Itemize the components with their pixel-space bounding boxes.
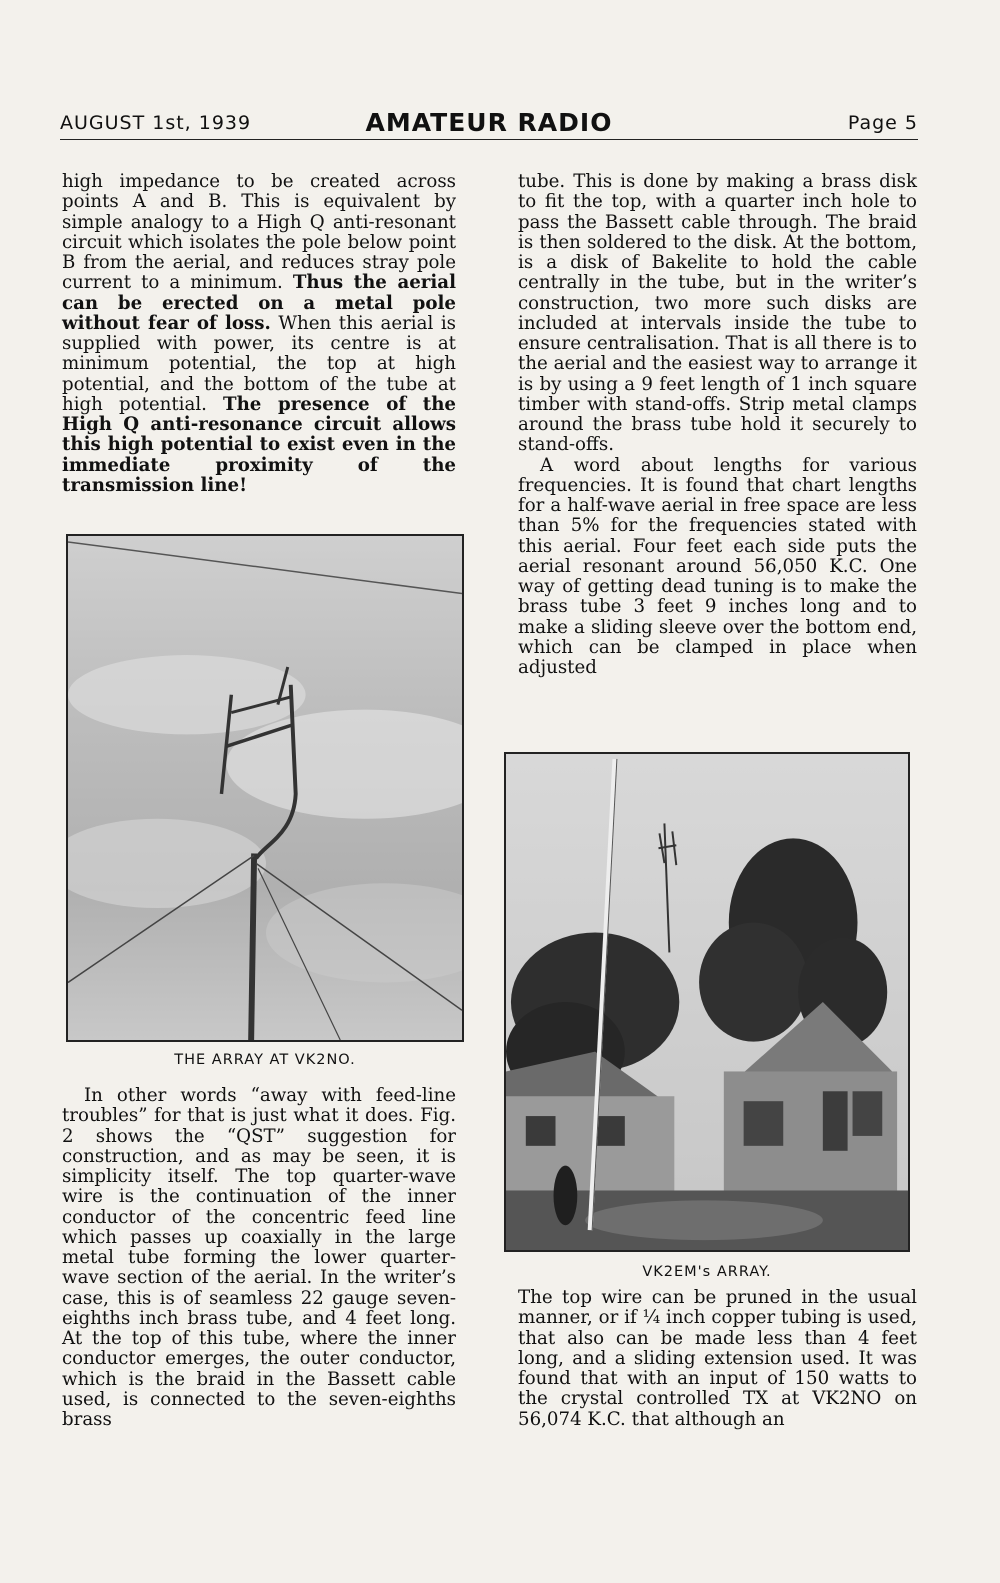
figure-caption: VK2EM's ARRAY. — [642, 1264, 772, 1280]
magazine-title: AMATEUR RADIO — [365, 108, 613, 137]
left-column-bottom-text — [62, 1086, 456, 1430]
page-header — [60, 108, 918, 138]
left-column-top-text — [62, 172, 456, 496]
right-column-bottom-text — [518, 1288, 917, 1430]
issue-date: AUGUST 1st, 1939 — [60, 112, 252, 134]
paragraph: tube. This is done by making a brass disk to fit the top, with a quarter inch hole to pass the Bassett cable through. The braid is then soldered to the disk. At the bottom, is a disk of Bakelite to hold the cable centrally in the tube, but in the writer’s construction, two more such disks are included at intervals inside the tube to ensure centralisation. That is all there is to the aerial and the easiest way to arrange it is by using a 9 feet length of 1 inch square timber with stand-offs. Strip metal clamps around the brass tube hold it securely to stand-offs. — [518, 171, 917, 456]
text-run: When this aerial is supplied with power, its centre is at minimum potential, the top at high potential, and the bottom of the tube at high potential. — [62, 312, 456, 415]
array-photo-image — [68, 536, 462, 1040]
figure-caption: THE ARRAY AT VK2NO. — [174, 1052, 356, 1068]
paragraph — [62, 172, 456, 496]
paragraph: The top wire can be pruned in the usual manner, or if ¼ inch copper tubing is used, that also can be made less than 4 feet long, and a sliding extension used. It was found that with an input of 150 watts to the crystal controlled TX at VK2NO on 56,074 K.C. that although an — [518, 1287, 917, 1430]
paragraph: A word about lengths for various frequencies. It is found that chart lengths for a half-wave aerial in free space are less than 5% for the frequencies stated with this aerial. Four feet each side puts the aerial resonant around 56,050 K.C. One way of getting dead tuning is to make the brass tube 3 feet 9 inches long and to make a sliding sleeve over the bottom end, which can be clamped in place when adjusted — [518, 454, 917, 678]
paragraph: In other words “away with feed-line troubles” for that is just what it does. Fig. 2 shows the “QST” suggestion for construction, and as may be seen, it is simplicity itself. The top quarter-wave wire is the continuation of the inner conductor of the concentric feed line which passes up coaxially in the large metal tube forming the lower quarter-wave section of the aerial. In the writer’s case, this is of seamless 22 gauge seven-eighths inch brass tube, and 4 feet long. At the top of this tube, where the inner conductor emerges, the outer conductor, which is the braid in the Bassett cable used, is connected to the seven-eighths brass — [62, 1085, 456, 1430]
header-rule — [60, 139, 918, 140]
photo-array-vk2no — [66, 534, 464, 1042]
page-number: Page 5 — [847, 112, 918, 134]
right-column-top-text — [518, 172, 917, 678]
photo-array-vk2em — [504, 752, 910, 1252]
house-array-photo-image — [506, 754, 908, 1250]
text-run: high impedance to be created across points A and B. This is equivalent by simple analogy to a High Q anti-resonant circuit which isolates the pole below point B from the aerial, and reduces stray pole current to a minimum. — [62, 171, 456, 294]
bold-text-run: Thus the aerial can be erected on a metal pole without fear of loss. — [62, 272, 456, 334]
bold-text-run: The presence of the High Q anti-resonance circuit allows this high potential to exist even in the immediate proximity of the transmission line! — [62, 393, 456, 496]
